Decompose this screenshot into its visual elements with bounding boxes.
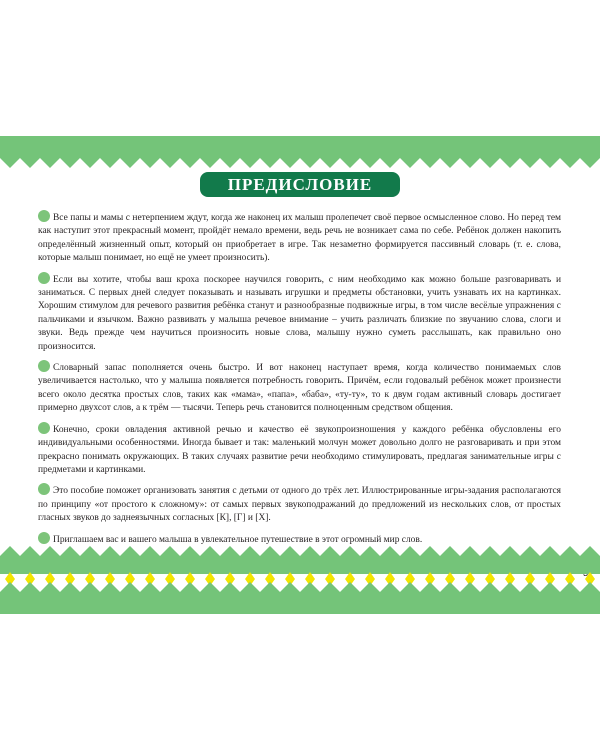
paragraph: Если вы хотите, чтобы ваш кроха поскорее научился говорить, с ним необходимо как можно больше разговаривать и заниматься. С первых дней следует показывать и называть игрушки и предметы обстановки, учить узнавать их на картинках. Хорошим стимулом для речевого развития ребёнка станут и разнообразные подвижные игры, в том числе весёлые упражнения с пальчиками и язычком. Важно развивать у малыша речевое внимание – учить различать близкие по звучанию слова, слоги и звуки. Ведь прежде чем научиться произносить новые слова, малышу нужно суметь расслышать, как правильно оно произносится. xyxy=(38,272,561,354)
page xyxy=(0,136,600,614)
bullet-icon xyxy=(38,532,50,544)
bullet-icon xyxy=(38,360,50,372)
paragraph: Приглашаем вас и вашего малыша в увлекательное путешествие в этот огромный мир слов. xyxy=(38,532,561,547)
bullet-icon xyxy=(38,272,50,284)
bullet-icon xyxy=(38,422,50,434)
bullet-icon xyxy=(38,483,50,495)
paragraph: Все папы и мамы с нетерпением ждут, когда же наконец их малыш пролепечет своё первое осмысленное слово. Но перед тем как наступит этот прекрасный момент, пройдёт немало времени, ведь речь не возникает сама по себе. Ребёнок должен накопить определённый жизненный опыт, который он приобретает в игре. Так незаметно формируется пассивный словарь (т. е. слова, которые малыш понимает, но ещё не умеет произносить). xyxy=(38,210,561,266)
paragraph: Это пособие поможет организовать занятия с детьми от одного до трёх лет. Иллюстрированные игры-задания располагаются по принципу «от простого к сложному»: от самых первых звукоподражаний до предложений из нескольких слов, от простых гласных звуков до заднеязычных согласных [К], [Г] и [Х]. xyxy=(38,483,561,525)
paragraph: Словарный запас пополняется очень быстро. И вот наконец наступает время, когда количество понимаемых слов увеличивается настолько, что у малыша появляется потребность говорить. Причём, если годовалый ребёнок может произнести всего около десятка простых слов, таких как «мама», «папа», «баба», «ту-ту», то к двум годам активный словарь достигает примерно двухсот слов, а к трём — тысячи. Теперь речь становится полноценным средством общения. xyxy=(38,360,561,416)
bullet-icon xyxy=(38,210,50,222)
page-title: ПРЕДИСЛОВИЕ xyxy=(200,172,401,197)
body-text xyxy=(38,210,561,572)
paragraph: Конечно, сроки овладения активной речью и качество её звукопроизношения у каждого ребёнка обусловлены его индивидуальными особенностями. Иногда бывает и так: маленький молчун может довольно долго не разговаривать и при этом прекрасно понимать окружающих. В таких случаях развитие речи необходимо стимулировать, предлагая занимательные игры с предметами и картинками. xyxy=(38,422,561,478)
bottom-zigzag-band xyxy=(0,544,600,614)
top-zigzag-band xyxy=(0,136,600,170)
